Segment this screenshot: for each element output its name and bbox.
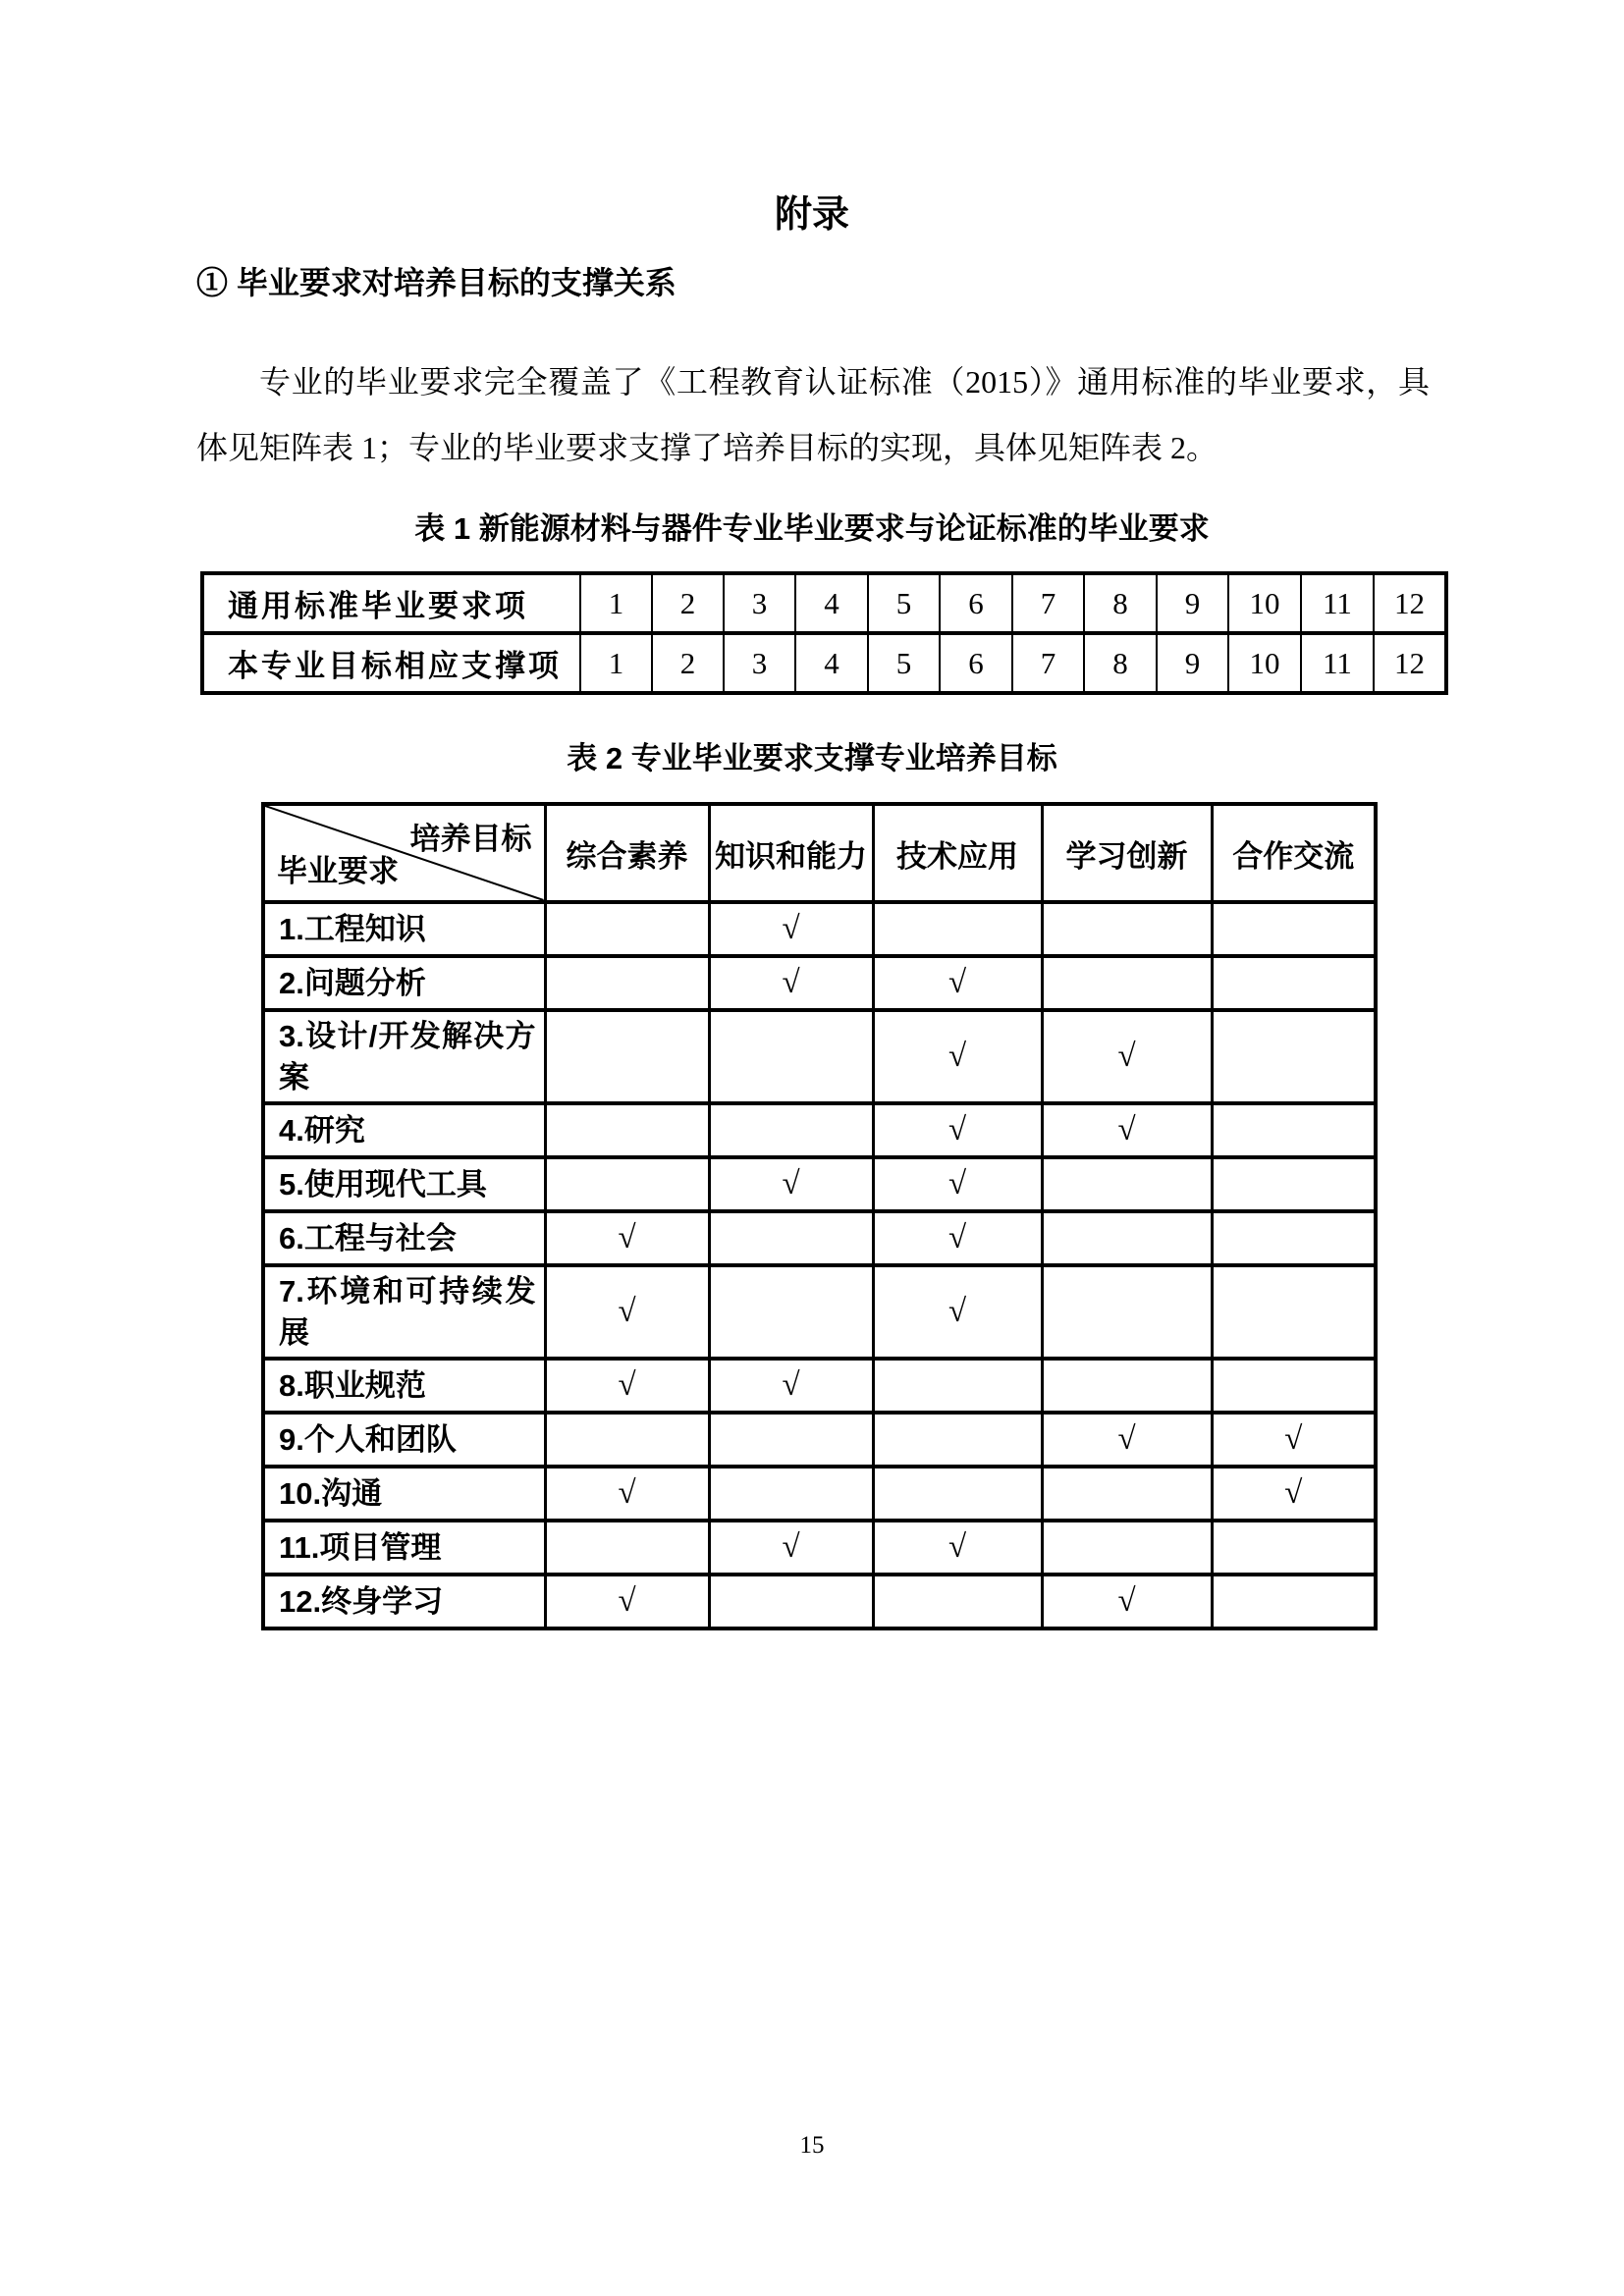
check-cell: √ bbox=[1212, 1467, 1376, 1521]
cell: 3 bbox=[724, 573, 795, 633]
check-cell bbox=[545, 1413, 709, 1467]
row-label: 2.问题分析 bbox=[263, 956, 545, 1010]
corner-label-requirements: 毕业要求 bbox=[277, 854, 399, 888]
check-cell bbox=[1042, 902, 1212, 956]
check-cell bbox=[545, 902, 709, 956]
check-cell: √ bbox=[873, 1010, 1042, 1103]
row-label: 5.使用现代工具 bbox=[263, 1157, 545, 1211]
table-row bbox=[263, 1467, 1376, 1521]
check-cell bbox=[873, 1413, 1042, 1467]
check-cell bbox=[545, 956, 709, 1010]
cell: 12 bbox=[1374, 633, 1446, 693]
table-row bbox=[263, 1265, 1376, 1359]
check-cell bbox=[1212, 956, 1376, 1010]
check-cell bbox=[709, 1575, 873, 1629]
check-cell bbox=[1212, 1211, 1376, 1265]
check-cell bbox=[1042, 1467, 1212, 1521]
table-row bbox=[263, 956, 1376, 1010]
table-row bbox=[202, 573, 1446, 633]
check-cell bbox=[1212, 1010, 1376, 1103]
check-cell: √ bbox=[545, 1359, 709, 1413]
check-cell: √ bbox=[1042, 1010, 1212, 1103]
check-cell bbox=[709, 1103, 873, 1157]
check-cell: √ bbox=[545, 1211, 709, 1265]
check-cell bbox=[1212, 902, 1376, 956]
table-row bbox=[263, 1157, 1376, 1211]
column-header: 技术应用 bbox=[873, 804, 1042, 902]
cell: 11 bbox=[1301, 633, 1374, 693]
table2-caption: 表 2 专业毕业要求支撑专业培养目标 bbox=[567, 741, 1057, 775]
table-row bbox=[263, 902, 1376, 956]
table-row bbox=[263, 1359, 1376, 1413]
general-requirements-table bbox=[200, 571, 1448, 695]
row-label: 8.职业规范 bbox=[263, 1359, 545, 1413]
check-cell: √ bbox=[873, 1157, 1042, 1211]
check-cell: √ bbox=[545, 1467, 709, 1521]
intro-paragraph: 专业的毕业要求完全覆盖了《工程教育认证标准（2015）》通用标准的毕业要求，具体见矩阵表 1；专业的毕业要求支撑了培养目标的实现，具体见矩阵表 2。 bbox=[196, 364, 1430, 465]
row-label: 6.工程与社会 bbox=[263, 1211, 545, 1265]
check-cell bbox=[873, 1359, 1042, 1413]
row-label: 1.工程知识 bbox=[263, 902, 545, 956]
check-cell bbox=[1212, 1103, 1376, 1157]
check-cell: √ bbox=[709, 902, 873, 956]
check-cell bbox=[709, 1010, 873, 1103]
cell: 7 bbox=[1012, 573, 1084, 633]
table1-caption: 表 1 新能源材料与器件专业毕业要求与论证标准的毕业要求 bbox=[414, 511, 1210, 546]
table-row bbox=[263, 1575, 1376, 1629]
check-cell: √ bbox=[873, 1521, 1042, 1575]
check-cell: √ bbox=[709, 1521, 873, 1575]
table-row bbox=[202, 633, 1446, 693]
check-cell bbox=[545, 1521, 709, 1575]
cell: 7 bbox=[1012, 633, 1084, 693]
check-cell: √ bbox=[545, 1265, 709, 1359]
check-cell: √ bbox=[873, 1211, 1042, 1265]
check-cell bbox=[1042, 1521, 1212, 1575]
row-label: 通用标准毕业要求项 bbox=[202, 573, 580, 633]
cell: 10 bbox=[1228, 633, 1301, 693]
check-cell bbox=[545, 1157, 709, 1211]
cell: 2 bbox=[652, 573, 724, 633]
column-header: 综合素养 bbox=[545, 804, 709, 902]
check-cell: √ bbox=[1042, 1103, 1212, 1157]
row-label: 12.终身学习 bbox=[263, 1575, 545, 1629]
check-cell: √ bbox=[1042, 1413, 1212, 1467]
check-cell bbox=[1042, 1211, 1212, 1265]
column-header: 合作交流 bbox=[1212, 804, 1376, 902]
section-heading: ① 毕业要求对培养目标的支撑关系 bbox=[196, 265, 677, 300]
row-label: 9.个人和团队 bbox=[263, 1413, 545, 1467]
check-cell: √ bbox=[873, 1265, 1042, 1359]
check-cell: √ bbox=[709, 1359, 873, 1413]
cell: 6 bbox=[940, 573, 1012, 633]
cell: 10 bbox=[1228, 573, 1301, 633]
check-cell: √ bbox=[873, 1103, 1042, 1157]
check-cell: √ bbox=[545, 1575, 709, 1629]
check-cell bbox=[709, 1467, 873, 1521]
row-label: 10.沟通 bbox=[263, 1467, 545, 1521]
check-cell bbox=[1042, 1359, 1212, 1413]
check-cell bbox=[545, 1010, 709, 1103]
table-row bbox=[263, 1521, 1376, 1575]
cell: 5 bbox=[868, 573, 940, 633]
check-cell bbox=[1042, 956, 1212, 1010]
check-cell bbox=[1212, 1575, 1376, 1629]
check-cell: √ bbox=[709, 956, 873, 1010]
cell: 9 bbox=[1157, 633, 1228, 693]
check-cell bbox=[709, 1413, 873, 1467]
row-label: 11.项目管理 bbox=[263, 1521, 545, 1575]
cell: 9 bbox=[1157, 573, 1228, 633]
cell: 5 bbox=[868, 633, 940, 693]
support-matrix-table bbox=[261, 802, 1378, 1630]
page-number: 15 bbox=[799, 2132, 825, 2159]
cell: 3 bbox=[724, 633, 795, 693]
row-label: 3.设计/开发解决方案 bbox=[263, 1010, 545, 1103]
corner-label-goals: 培养目标 bbox=[409, 822, 532, 856]
column-header: 学习创新 bbox=[1042, 804, 1212, 902]
page-title: 附录 bbox=[774, 194, 849, 236]
cell: 6 bbox=[940, 633, 1012, 693]
corner-cell bbox=[263, 804, 545, 902]
check-cell: √ bbox=[709, 1157, 873, 1211]
check-cell bbox=[709, 1211, 873, 1265]
cell: 8 bbox=[1084, 633, 1157, 693]
check-cell bbox=[1212, 1521, 1376, 1575]
table-row bbox=[263, 1413, 1376, 1467]
check-cell bbox=[1042, 1265, 1212, 1359]
cell: 4 bbox=[795, 573, 868, 633]
row-label: 7.环境和可持续发展 bbox=[263, 1265, 545, 1359]
column-header: 知识和能力 bbox=[709, 804, 873, 902]
check-cell bbox=[709, 1265, 873, 1359]
table-header-row bbox=[263, 804, 1376, 902]
cell: 4 bbox=[795, 633, 868, 693]
check-cell bbox=[873, 902, 1042, 956]
check-cell: √ bbox=[873, 956, 1042, 1010]
table-row bbox=[263, 1010, 1376, 1103]
cell: 1 bbox=[580, 573, 652, 633]
table-row bbox=[263, 1103, 1376, 1157]
cell: 1 bbox=[580, 633, 652, 693]
check-cell: √ bbox=[1042, 1575, 1212, 1629]
row-label: 本专业目标相应支撑项 bbox=[202, 633, 580, 693]
check-cell bbox=[1212, 1359, 1376, 1413]
table-row bbox=[263, 1211, 1376, 1265]
check-cell: √ bbox=[1212, 1413, 1376, 1467]
cell: 8 bbox=[1084, 573, 1157, 633]
check-cell bbox=[873, 1575, 1042, 1629]
cell: 11 bbox=[1301, 573, 1374, 633]
cell: 12 bbox=[1374, 573, 1446, 633]
cell: 2 bbox=[652, 633, 724, 693]
check-cell bbox=[545, 1103, 709, 1157]
row-label: 4.研究 bbox=[263, 1103, 545, 1157]
check-cell bbox=[1212, 1157, 1376, 1211]
check-cell bbox=[1042, 1157, 1212, 1211]
check-cell bbox=[873, 1467, 1042, 1521]
check-cell bbox=[1212, 1265, 1376, 1359]
